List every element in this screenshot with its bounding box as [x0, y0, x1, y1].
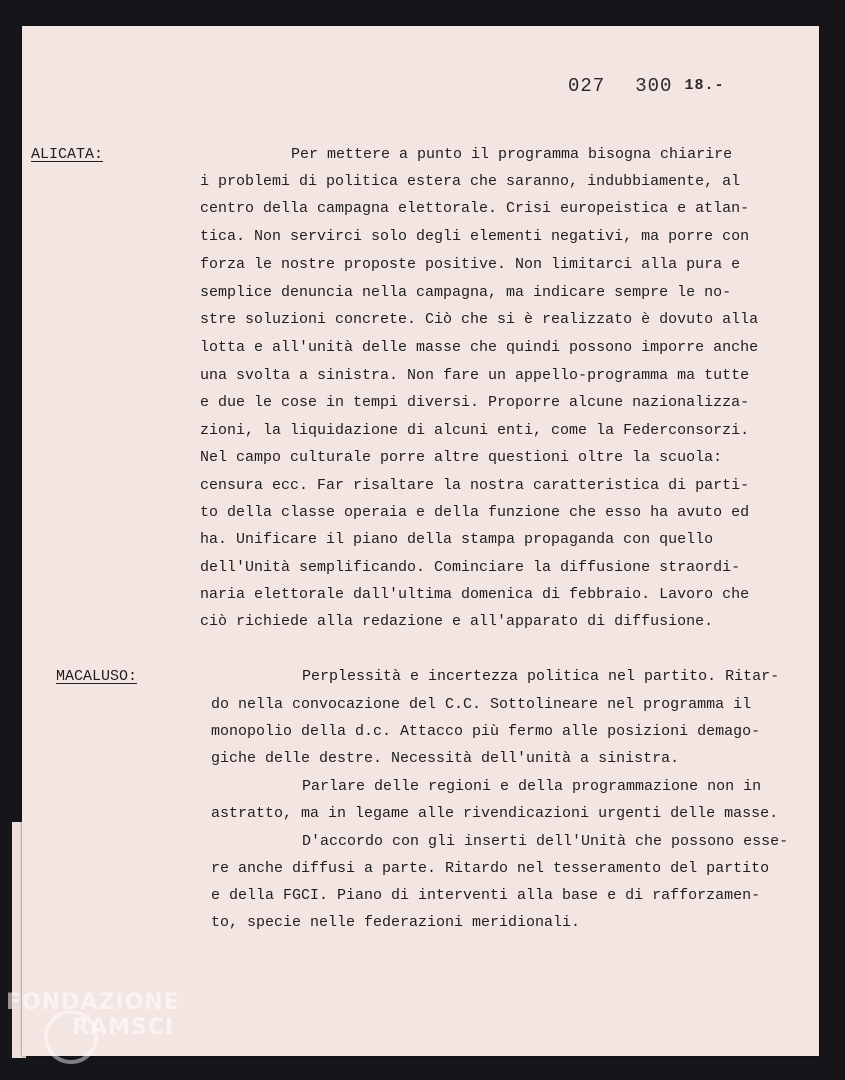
text-line: centro della campagna elettorale. Crisi europeistica e atlan- [200, 200, 750, 217]
text-line: lotta e all'unità delle masse che quindi possono imporre anche [200, 339, 759, 356]
text-line: Nel campo culturale porre altre questioni oltre la scuola: [200, 449, 723, 466]
text-line: i problemi di politica estera che saranno, indubbiamente, al [200, 173, 741, 190]
text-line: dell'Unità semplificando. Cominciare la diffusione straordi- [200, 559, 741, 576]
text-line: ciò richiede alla redazione e all'apparato di diffusione. [200, 613, 714, 630]
doc-number-part2: 300 [635, 75, 673, 97]
watermark-line1: FONDAZIONE [6, 990, 180, 1015]
text-line: una svolta a sinistra. Non fare un appello-programma ma tutte [200, 367, 750, 384]
text-line: e due le cose in tempi diversi. Proporre alcune nazionalizza- [200, 394, 750, 411]
text-line: e della FGCI. Piano di interventi alla base e di rafforzamen- [211, 887, 761, 904]
text-line: ha. Unificare il piano della stampa propaganda con quello [200, 531, 714, 548]
text-line: to, specie nelle federazioni meridionali. [211, 914, 581, 931]
text-line: semplice denuncia nella campagna, ma indicare sempre le no- [200, 284, 732, 301]
watermark-line2: RAMSCI [72, 1015, 175, 1040]
text-line: do nella convocazione del C.C. Sottolineare nel programma il [211, 696, 752, 713]
text-line: naria elettorale dall'ultima domenica di febbraio. Lavoro che [200, 586, 750, 603]
fondazione-gramsci-watermark [6, 990, 216, 1070]
text-line: censura ecc. Far risaltare la nostra caratteristica di parti- [200, 477, 750, 494]
text-line: Parlare delle regioni e della programmazione non in [302, 778, 762, 795]
document-number [568, 75, 724, 97]
text-line: zioni, la liquidazione di alcuni enti, come la Federconsorzi. [200, 422, 750, 439]
text-line: to della classe operaia e della funzione che esso ha avuto ed [200, 504, 750, 521]
text-line: stre soluzioni concrete. Ciò che si è realizzato è dovuto alla [200, 311, 759, 328]
speaker-alicata: ALICATA: [31, 146, 104, 163]
text-line: tica. Non servirci solo degli elementi negativi, ma porre con [200, 228, 750, 245]
text-line: Perplessità e incertezza politica nel partito. Ritar- [302, 668, 780, 685]
speaker-macaluso: MACALUSO: [56, 668, 138, 685]
text-line: re anche diffusi a parte. Ritardo nel tesseramento del partito [211, 860, 770, 877]
text-line: astratto, ma in legame alle rivendicazioni urgenti delle masse. [211, 805, 779, 822]
text-line: D'accordo con gli inserti dell'Unità che possono esse- [302, 833, 789, 850]
text-line: forza le nostre proposte positive. Non limitarci alla pura e [200, 256, 741, 273]
page-number: 18.- [684, 77, 725, 94]
doc-number-part1: 027 [568, 75, 606, 97]
text-line: giche delle destre. Necessità dell'unità a sinistra. [211, 750, 680, 767]
text-line: Per mettere a punto il programma bisogna chiarire [291, 146, 733, 163]
text-line: monopolio della d.c. Attacco più fermo alle posizioni demago- [211, 723, 761, 740]
